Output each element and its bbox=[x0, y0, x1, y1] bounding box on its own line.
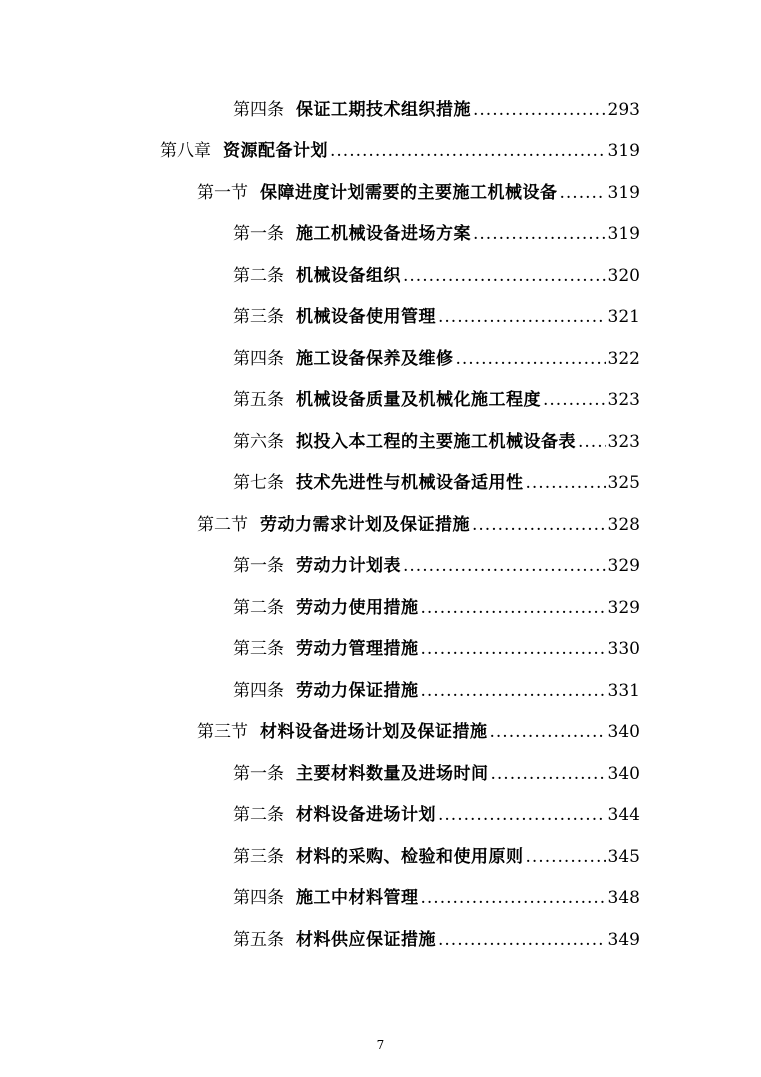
dot-leader bbox=[421, 634, 606, 664]
toc-entry-number: 第八章 bbox=[160, 141, 211, 161]
toc-entry[interactable] bbox=[233, 385, 640, 415]
toc-entry-title: 材料设备进场计划 bbox=[296, 805, 436, 825]
dot-leader bbox=[473, 219, 606, 249]
toc-entry-page: 319 bbox=[607, 224, 640, 244]
toc-entry[interactable] bbox=[233, 344, 640, 374]
toc-entry-number: 第四条 bbox=[233, 100, 284, 120]
toc-entry-page: 344 bbox=[607, 805, 640, 825]
toc-entry-title: 材料供应保证措施 bbox=[296, 930, 436, 950]
dot-leader bbox=[578, 427, 606, 457]
toc-entry-title: 施工机械设备进场方案 bbox=[296, 224, 471, 244]
toc-entry[interactable] bbox=[233, 427, 640, 457]
toc-entry-page: 329 bbox=[607, 598, 640, 618]
toc-entry[interactable] bbox=[233, 759, 640, 789]
toc-entry-number: 第五条 bbox=[233, 390, 284, 410]
dot-leader bbox=[438, 302, 606, 332]
toc-entry-title: 劳动力保证措施 bbox=[296, 681, 419, 701]
dot-leader bbox=[330, 136, 606, 166]
toc-entry[interactable] bbox=[233, 468, 640, 498]
toc-entry[interactable] bbox=[233, 593, 640, 623]
toc-entry[interactable] bbox=[233, 800, 640, 830]
toc-entry-page: 330 bbox=[607, 639, 640, 659]
dot-leader bbox=[491, 759, 606, 789]
toc-entry-number: 第一条 bbox=[233, 556, 284, 576]
toc-entry[interactable] bbox=[233, 219, 640, 249]
dot-leader bbox=[543, 385, 606, 415]
toc-entry-page: 331 bbox=[607, 681, 640, 701]
toc-entry[interactable] bbox=[233, 95, 640, 125]
dot-leader bbox=[456, 344, 606, 374]
toc-entry-page: 293 bbox=[607, 100, 640, 120]
toc-entry-number: 第一节 bbox=[197, 183, 248, 203]
dot-leader bbox=[526, 468, 606, 498]
toc-entry-page: 323 bbox=[607, 390, 640, 410]
toc-entry-number: 第二条 bbox=[233, 598, 284, 618]
toc-entry-page: 329 bbox=[607, 556, 640, 576]
toc-entry[interactable] bbox=[233, 676, 640, 706]
toc-entry-page: 340 bbox=[607, 722, 640, 742]
dot-leader bbox=[403, 261, 606, 291]
toc-entry-number: 第四条 bbox=[233, 349, 284, 369]
toc-entry[interactable] bbox=[233, 302, 640, 332]
toc-entry-number: 第四条 bbox=[233, 888, 284, 908]
toc-entry-page: 349 bbox=[607, 930, 640, 950]
toc-entry-page: 319 bbox=[607, 141, 640, 161]
page-number: 7 bbox=[376, 1038, 385, 1052]
toc-entry[interactable] bbox=[233, 842, 640, 872]
toc-entry-title: 劳动力需求计划及保证措施 bbox=[260, 515, 470, 535]
toc-entry-number: 第七条 bbox=[233, 473, 284, 493]
dot-leader bbox=[438, 925, 606, 955]
toc-entry-page: 322 bbox=[607, 349, 640, 369]
toc-entry[interactable] bbox=[233, 883, 640, 913]
dot-leader bbox=[490, 717, 606, 747]
toc-entry-title: 机械设备组织 bbox=[296, 266, 401, 286]
dot-leader bbox=[421, 883, 606, 913]
toc-entry-page: 321 bbox=[607, 307, 640, 327]
toc-entry-page: 319 bbox=[607, 183, 640, 203]
dot-leader bbox=[473, 95, 606, 125]
toc-entry[interactable] bbox=[197, 178, 640, 208]
toc-entry-number: 第二节 bbox=[197, 515, 248, 535]
toc-entry-title: 拟投入本工程的主要施工机械设备表 bbox=[296, 432, 576, 452]
toc-entry-title: 材料的采购、检验和使用原则 bbox=[296, 847, 524, 867]
toc-entry-page: 320 bbox=[607, 266, 640, 286]
toc-entry[interactable] bbox=[233, 261, 640, 291]
toc-entry-number: 第一条 bbox=[233, 224, 284, 244]
dot-leader bbox=[421, 676, 606, 706]
toc-entry-number: 第四条 bbox=[233, 681, 284, 701]
dot-leader bbox=[560, 178, 606, 208]
dot-leader bbox=[403, 551, 606, 581]
toc-entry-number: 第三条 bbox=[233, 639, 284, 659]
toc-entry[interactable] bbox=[197, 510, 640, 540]
toc-entry-number: 第三条 bbox=[233, 847, 284, 867]
toc-entry-title: 劳动力使用措施 bbox=[296, 598, 419, 618]
toc-entry-number: 第一条 bbox=[233, 764, 284, 784]
toc-entry-number: 第五条 bbox=[233, 930, 284, 950]
toc-entry-title: 保障进度计划需要的主要施工机械设备 bbox=[260, 183, 558, 203]
toc-entry-number: 第二条 bbox=[233, 266, 284, 286]
dot-leader bbox=[421, 593, 606, 623]
toc-entry-number: 第三节 bbox=[197, 722, 248, 742]
toc-entry-number: 第二条 bbox=[233, 805, 284, 825]
toc-entry-title: 劳动力管理措施 bbox=[296, 639, 419, 659]
toc-entry-title: 施工设备保养及维修 bbox=[296, 349, 454, 369]
toc-entry-number: 第三条 bbox=[233, 307, 284, 327]
toc-entry[interactable] bbox=[160, 136, 640, 166]
dot-leader bbox=[438, 800, 606, 830]
toc-entry-title: 机械设备质量及机械化施工程度 bbox=[296, 390, 541, 410]
toc-entry-page: 325 bbox=[607, 473, 640, 493]
toc-entry-number: 第六条 bbox=[233, 432, 284, 452]
toc-entry-title: 主要材料数量及进场时间 bbox=[296, 764, 489, 784]
toc-entry[interactable] bbox=[233, 925, 640, 955]
toc-entry-title: 机械设备使用管理 bbox=[296, 307, 436, 327]
toc-entry-title: 材料设备进场计划及保证措施 bbox=[260, 722, 488, 742]
toc-entry-title: 资源配备计划 bbox=[223, 141, 328, 161]
toc-entry[interactable] bbox=[233, 634, 640, 664]
toc-entry-page: 340 bbox=[607, 764, 640, 784]
toc-entry-title: 劳动力计划表 bbox=[296, 556, 401, 576]
toc-entry-page: 328 bbox=[607, 515, 640, 535]
dot-leader bbox=[472, 510, 606, 540]
toc-entry-title: 技术先进性与机械设备适用性 bbox=[296, 473, 524, 493]
toc-entry[interactable] bbox=[233, 551, 640, 581]
toc-entry[interactable] bbox=[197, 717, 640, 747]
dot-leader bbox=[526, 842, 606, 872]
toc-entry-title: 施工中材料管理 bbox=[296, 888, 419, 908]
toc-entry-page: 323 bbox=[607, 432, 640, 452]
toc-entry-page: 345 bbox=[607, 847, 640, 867]
toc-entry-page: 348 bbox=[607, 888, 640, 908]
toc-entry-title: 保证工期技术组织措施 bbox=[296, 100, 471, 120]
